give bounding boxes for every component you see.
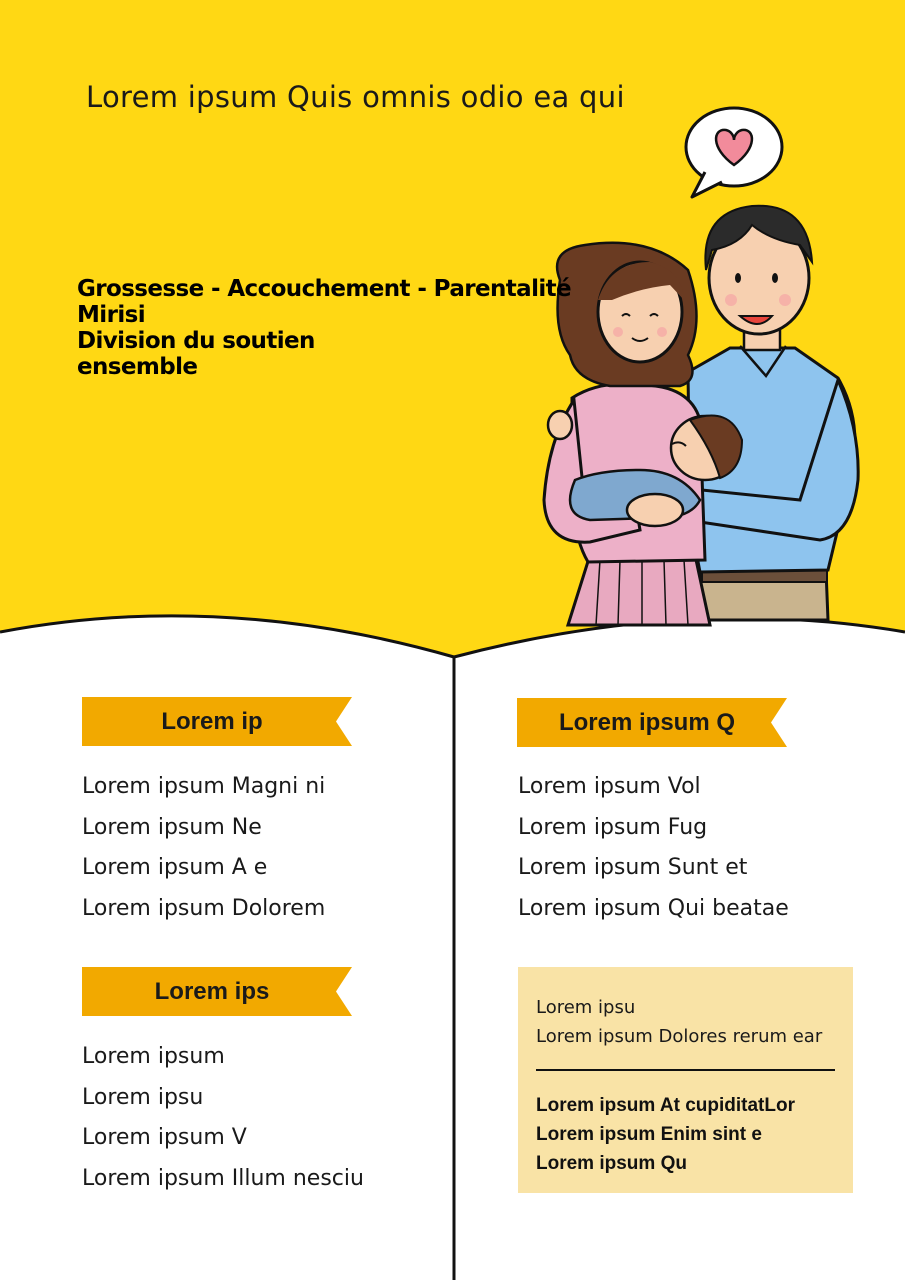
section-heading-ribbon bbox=[517, 698, 787, 747]
subtitle-line: ensemble bbox=[77, 354, 198, 380]
right-list-1 bbox=[518, 773, 789, 935]
left-list-1 bbox=[82, 773, 325, 935]
father-figure bbox=[688, 206, 858, 620]
list-item: Lorem ipsum Ne bbox=[82, 814, 262, 840]
list-item: Lorem ipsum Fug bbox=[518, 814, 708, 840]
section-heading-ribbon bbox=[82, 967, 352, 1016]
list-item: Lorem ipsu bbox=[82, 1084, 204, 1110]
section-heading: Lorem ipsum Q bbox=[558, 709, 736, 736]
section-heading: Lorem ip bbox=[161, 708, 263, 735]
list-item: Lorem ipsum V bbox=[82, 1125, 247, 1150]
section-heading-ribbon bbox=[82, 697, 352, 746]
subtitle-line: Mirisi bbox=[77, 302, 145, 328]
note-line: Lorem ipsum Dolores rerum ear bbox=[536, 1026, 823, 1047]
divider bbox=[536, 1069, 835, 1071]
list-item: Lorem ipsum Qui beatae bbox=[518, 895, 789, 921]
note-bold-line: Lorem ipsum Qu bbox=[536, 1153, 687, 1174]
left-list-2 bbox=[82, 1043, 364, 1205]
note-bold-line: Lorem ipsum At cupiditatLor bbox=[536, 1095, 795, 1116]
list-item: Lorem ipsum Sunt et bbox=[518, 855, 748, 880]
subtitle-line: Grossesse - Accouchement - Parentalité bbox=[77, 276, 572, 302]
list-item: Lorem ipsum bbox=[82, 1044, 225, 1069]
list-item: Lorem ipsum Dolorem bbox=[82, 895, 326, 921]
section-heading: Lorem ips bbox=[154, 978, 270, 1005]
note-bold-line: Lorem ipsum Enim sint e bbox=[536, 1124, 762, 1145]
subtitle bbox=[77, 276, 697, 380]
note-box bbox=[518, 967, 853, 1193]
list-item: Lorem ipsum Illum nesciu bbox=[82, 1165, 364, 1191]
speech-bubble bbox=[686, 108, 782, 197]
list-item: Lorem ipsum Magni ni bbox=[82, 774, 326, 799]
subtitle-line: Division du soutien bbox=[77, 328, 315, 354]
note-line: Lorem ipsu bbox=[536, 997, 636, 1018]
list-item: Lorem ipsum A e bbox=[82, 855, 268, 880]
headline: Lorem ipsum Quis omnis odio ea qui bbox=[86, 80, 625, 114]
list-item: Lorem ipsum Vol bbox=[518, 774, 701, 799]
